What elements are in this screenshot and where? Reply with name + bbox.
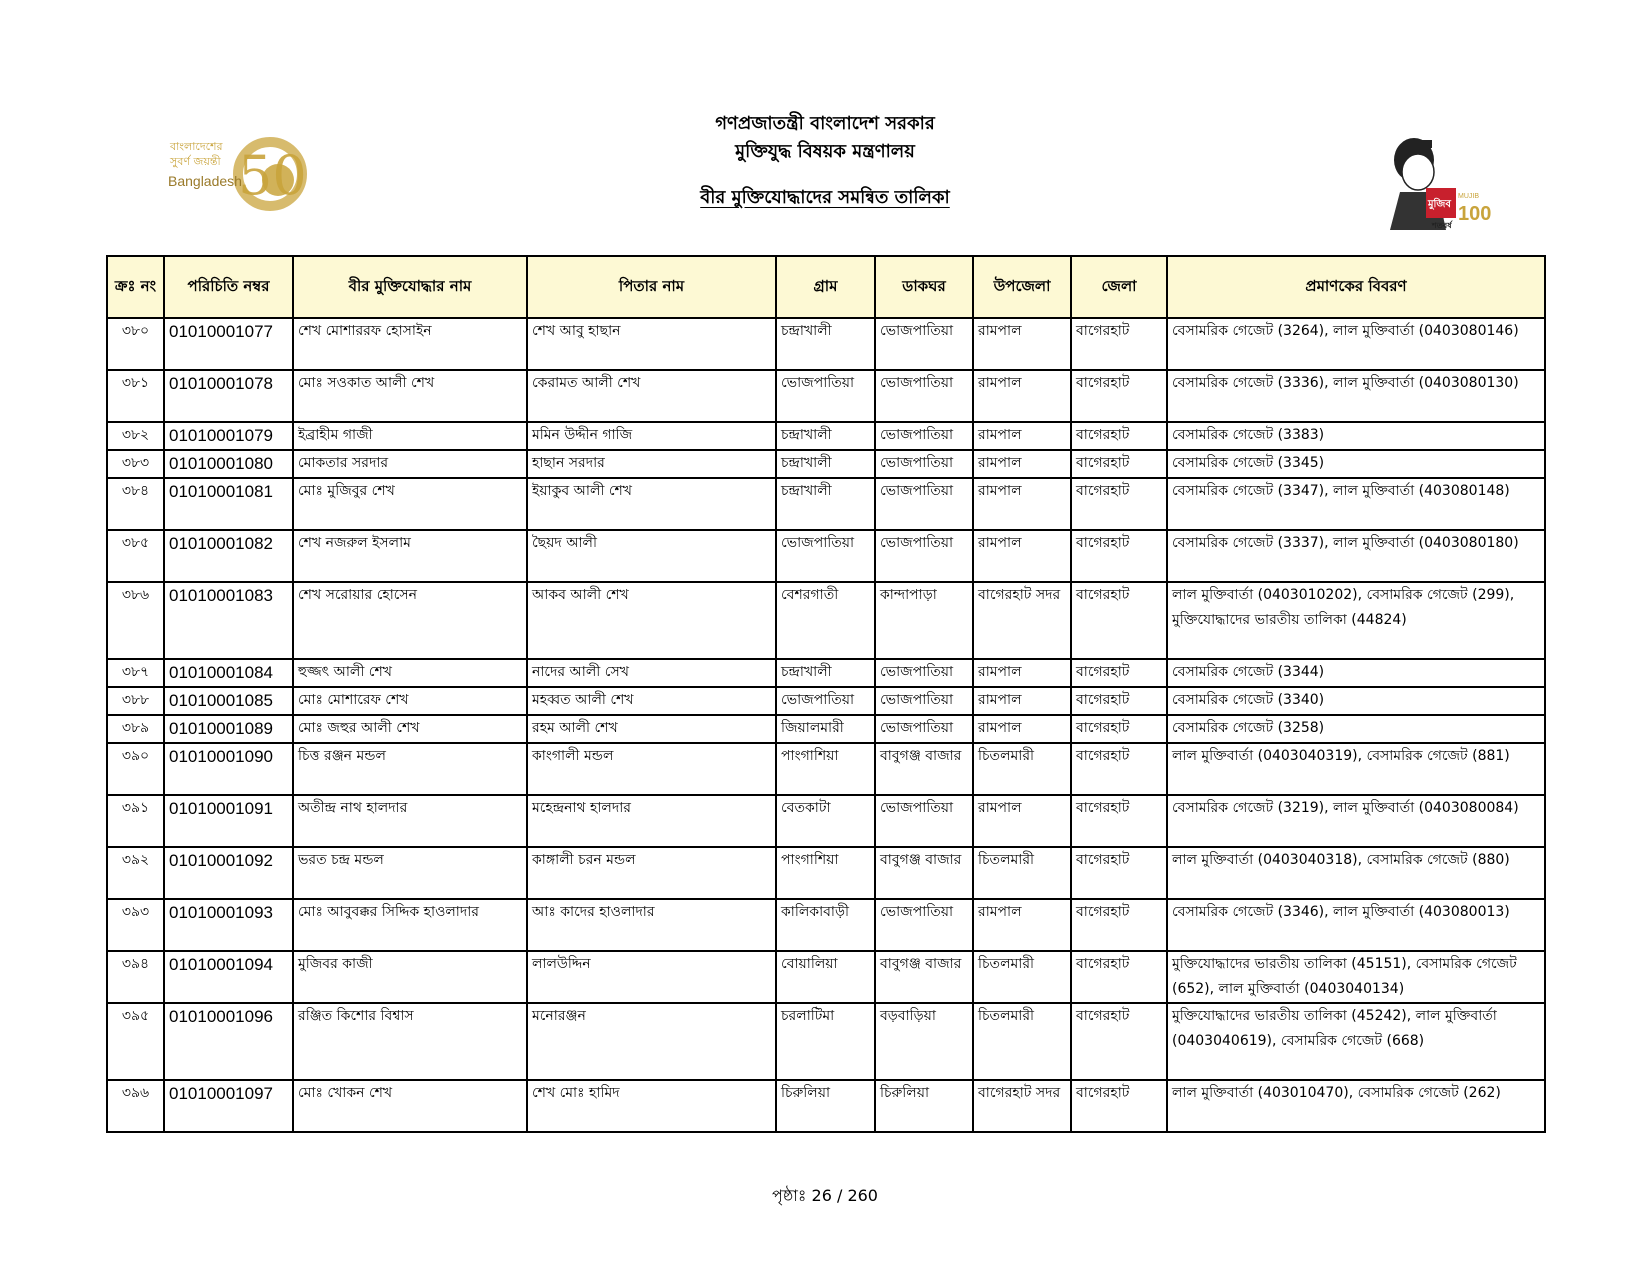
cell-district: বাগেরহাট	[1071, 318, 1167, 370]
cell-post: বড়বাড়িয়া	[875, 1003, 973, 1080]
cell-post: বাবুগঞ্জ বাজার	[875, 743, 973, 795]
cell-district: বাগেরহাট	[1071, 1080, 1167, 1132]
cell-id: 01010001089	[164, 715, 293, 743]
cell-serial: ৩৮৯	[107, 715, 164, 743]
cell-proof: বেসামরিক গেজেট (3336), লাল মুক্তিবার্তা (0403080130)	[1167, 370, 1545, 422]
cell-proof: লাল মুক্তিবার্তা (0403040319), বেসামরিক গেজেট (881)	[1167, 743, 1545, 795]
cell-name: রঞ্জিত কিশোর বিশ্বাস	[293, 1003, 527, 1080]
cell-post: ভোজপাতিয়া	[875, 795, 973, 847]
table-row	[107, 687, 1545, 715]
cell-id: 01010001090	[164, 743, 293, 795]
logo-shatabarsho: শতবর্ষ	[1432, 221, 1452, 230]
cell-post: কান্দাপাড়া	[875, 582, 973, 659]
cell-name: চিত্ত রঞ্জন মন্ডল	[293, 743, 527, 795]
freedom-fighters-table	[106, 255, 1546, 1133]
cell-father: রহম আলী শেখ	[527, 715, 776, 743]
table-row	[107, 422, 1545, 450]
cell-id: 01010001085	[164, 687, 293, 715]
cell-serial: ৩৮৫	[107, 530, 164, 582]
cell-post: ভোজপাতিয়া	[875, 899, 973, 951]
cell-upazila: বাগেরহাট সদর	[973, 582, 1071, 659]
cell-village: বেশরগাতী	[776, 582, 875, 659]
cell-upazila: বাগেরহাট সদর	[973, 1080, 1071, 1132]
cell-father: মনোরঞ্জন	[527, 1003, 776, 1080]
table-row	[107, 318, 1545, 370]
cell-serial: ৩৯১	[107, 795, 164, 847]
cell-upazila: রামপাল	[973, 687, 1071, 715]
cell-proof: লাল মুক্তিবার্তা (403010470), বেসামরিক গেজেট (262)	[1167, 1080, 1545, 1132]
cell-id: 01010001080	[164, 450, 293, 478]
logo-bangladesh-text: Bangladesh	[168, 173, 242, 189]
cell-village: কালিকাবাড়ী	[776, 899, 875, 951]
cell-name: মোঃ জহুর আলী শেখ	[293, 715, 527, 743]
cell-district: বাগেরহাট	[1071, 715, 1167, 743]
cell-id: 01010001082	[164, 530, 293, 582]
cell-district: বাগেরহাট	[1071, 687, 1167, 715]
cell-serial: ৩৮৮	[107, 687, 164, 715]
cell-father: কাঙ্গালী চরন মন্ডল	[527, 847, 776, 899]
cell-village: ভোজপাতিয়া	[776, 370, 875, 422]
col-header-father: পিতার নাম	[527, 256, 776, 318]
cell-id: 01010001079	[164, 422, 293, 450]
cell-upazila: রামপাল	[973, 659, 1071, 687]
cell-father: আকব আলী শেখ	[527, 582, 776, 659]
cell-proof: বেসামরিক গেজেট (3346), লাল মুক্তিবার্তা (403080013)	[1167, 899, 1545, 951]
cell-proof: বেসামরিক গেজেট (3383)	[1167, 422, 1545, 450]
cell-upazila: রামপাল	[973, 715, 1071, 743]
cell-proof: বেসামরিক গেজেট (3258)	[1167, 715, 1545, 743]
table-row	[107, 370, 1545, 422]
cell-district: বাগেরহাট	[1071, 659, 1167, 687]
cell-post: ভোজপাতিয়া	[875, 422, 973, 450]
cell-serial: ৩৯৩	[107, 899, 164, 951]
logo-100-number: 100	[1458, 203, 1492, 225]
table-row	[107, 659, 1545, 687]
col-header-serial: ক্রঃ নং	[107, 256, 164, 318]
cell-village: ভোজপাতিয়া	[776, 530, 875, 582]
logo-bengali-line-1: বাংলাদেশের	[170, 140, 223, 153]
table-row	[107, 478, 1545, 530]
cell-village: পাংগাশিয়া	[776, 743, 875, 795]
cell-post: ভোজপাতিয়া	[875, 530, 973, 582]
cell-upazila: চিতলমারী	[973, 743, 1071, 795]
logo-50-number: 50	[238, 144, 307, 207]
cell-id: 01010001081	[164, 478, 293, 530]
cell-id: 01010001078	[164, 370, 293, 422]
cell-id: 01010001091	[164, 795, 293, 847]
cell-proof: বেসামরিক গেজেট (3340)	[1167, 687, 1545, 715]
cell-village: বোয়ালিয়া	[776, 951, 875, 1003]
cell-serial: ৩৯৪	[107, 951, 164, 1003]
table-row	[107, 582, 1545, 659]
cell-serial: ৩৮২	[107, 422, 164, 450]
logo-mujib-bengali: মুজিব	[1428, 199, 1451, 210]
cell-serial: ৩৮৩	[107, 450, 164, 478]
cell-father: মহব্বত আলী শেখ	[527, 687, 776, 715]
cell-village: চন্দ্রাখালী	[776, 318, 875, 370]
cell-district: বাগেরহাট	[1071, 450, 1167, 478]
cell-serial: ৩৮৭	[107, 659, 164, 687]
cell-upazila: রামপাল	[973, 795, 1071, 847]
table-row	[107, 743, 1545, 795]
cell-name: শেখ সরোয়ার হোসেন	[293, 582, 527, 659]
cell-father: কেরামত আলী শেখ	[527, 370, 776, 422]
cell-name: মুজিবর কাজী	[293, 951, 527, 1003]
cell-district: বাগেরহাট	[1071, 743, 1167, 795]
cell-district: বাগেরহাট	[1071, 1003, 1167, 1080]
cell-id: 01010001083	[164, 582, 293, 659]
cell-father: ছৈয়দ আলী	[527, 530, 776, 582]
cell-name: শেখ নজরুল ইসলাম	[293, 530, 527, 582]
col-header-village: গ্রাম	[776, 256, 875, 318]
cell-serial: ৩৮৬	[107, 582, 164, 659]
cell-upazila: চিতলমারী	[973, 951, 1071, 1003]
cell-name: মোকতার সরদার	[293, 450, 527, 478]
table-body	[107, 318, 1545, 1132]
cell-father: লালউদ্দিন	[527, 951, 776, 1003]
logo-mujib-english: MUJIB	[1458, 193, 1479, 200]
cell-village: চন্দ্রাখালী	[776, 450, 875, 478]
cell-district: বাগেরহাট	[1071, 422, 1167, 450]
cell-serial: ৩৯৬	[107, 1080, 164, 1132]
cell-upazila: রামপাল	[973, 530, 1071, 582]
cell-id: 01010001097	[164, 1080, 293, 1132]
cell-father: শেখ মোঃ হামিদ	[527, 1080, 776, 1132]
cell-post: ভোজপাতিয়া	[875, 450, 973, 478]
list-title: বীর মুক্তিযোদ্ধাদের সমন্বিত তালিকা	[700, 187, 950, 208]
cell-district: বাগেরহাট	[1071, 370, 1167, 422]
cell-village: জিয়ালমারী	[776, 715, 875, 743]
cell-district: বাগেরহাট	[1071, 795, 1167, 847]
cell-proof: মুক্তিযোদ্ধাদের ভারতীয় তালিকা (45151), বেসামরিক গেজেট (652), লাল মুক্তিবার্তা (0403040134)	[1167, 951, 1545, 1003]
cell-name: হুজ্জৎ আলী শেখ	[293, 659, 527, 687]
cell-proof: বেসামরিক গেজেট (3347), লাল মুক্তিবার্তা (403080148)	[1167, 478, 1545, 530]
cell-post: চিরুলিয়া	[875, 1080, 973, 1132]
cell-post: ভোজপাতিয়া	[875, 370, 973, 422]
cell-name: শেখ মোশাররফ হোসাইন	[293, 318, 527, 370]
col-header-id: পরিচিতি নম্বর	[164, 256, 293, 318]
cell-father: কাংগালী মন্ডল	[527, 743, 776, 795]
table-row	[107, 450, 1545, 478]
cell-village: চন্দ্রাখালী	[776, 422, 875, 450]
freedom-fighters-table-wrap	[106, 255, 1544, 1133]
government-title: গণপ্রজাতন্ত্রী বাংলাদেশ সরকার	[715, 113, 935, 134]
table-row	[107, 951, 1545, 1003]
cell-father: আঃ কাদের হাওলাদার	[527, 899, 776, 951]
document-header	[0, 110, 1650, 212]
cell-id: 01010001093	[164, 899, 293, 951]
cell-name: অতীন্দ্র নাথ হালদার	[293, 795, 527, 847]
cell-name: ইব্রাহীম গাজী	[293, 422, 527, 450]
cell-proof: লাল মুক্তিবার্তা (0403040318), বেসামরিক গেজেট (880)	[1167, 847, 1545, 899]
cell-proof: বেসামরিক গেজেট (3219), লাল মুক্তিবার্তা (0403080084)	[1167, 795, 1545, 847]
table-row	[107, 795, 1545, 847]
cell-proof: মুক্তিযোদ্ধাদের ভারতীয় তালিকা (45242), লাল মুক্তিবার্তা (0403040619), বেসামরিক গেজেট (668)	[1167, 1003, 1545, 1080]
cell-id: 01010001094	[164, 951, 293, 1003]
cell-proof: বেসামরিক গেজেট (3345)	[1167, 450, 1545, 478]
cell-district: বাগেরহাট	[1071, 847, 1167, 899]
cell-village: চরলাটিমা	[776, 1003, 875, 1080]
table-row	[107, 530, 1545, 582]
cell-post: বাবুগঞ্জ বাজার	[875, 951, 973, 1003]
cell-serial: ৩৯২	[107, 847, 164, 899]
cell-upazila: রামপাল	[973, 450, 1071, 478]
cell-serial: ৩৮০	[107, 318, 164, 370]
table-row	[107, 847, 1545, 899]
cell-name: ভরত চন্দ্র মন্ডল	[293, 847, 527, 899]
cell-village: চিরুলিয়া	[776, 1080, 875, 1132]
cell-district: বাগেরহাট	[1071, 478, 1167, 530]
cell-upazila: রামপাল	[973, 899, 1071, 951]
cell-post: ভোজপাতিয়া	[875, 715, 973, 743]
cell-upazila: রামপাল	[973, 422, 1071, 450]
cell-father: হাছান সরদার	[527, 450, 776, 478]
cell-village: চন্দ্রাখালী	[776, 659, 875, 687]
cell-district: বাগেরহাট	[1071, 582, 1167, 659]
table-row	[107, 899, 1545, 951]
table-row	[107, 1003, 1545, 1080]
cell-serial: ৩৯৫	[107, 1003, 164, 1080]
table-row	[107, 715, 1545, 743]
cell-upazila: চিতলমারী	[973, 847, 1071, 899]
cell-father: নাদের আলী সেখ	[527, 659, 776, 687]
cell-serial: ৩৯০	[107, 743, 164, 795]
cell-post: বাবুগঞ্জ বাজার	[875, 847, 973, 899]
cell-father: শেখ আবু হাছান	[527, 318, 776, 370]
cell-id: 01010001084	[164, 659, 293, 687]
cell-post: ভোজপাতিয়া	[875, 478, 973, 530]
col-header-post: ডাকঘর	[875, 256, 973, 318]
cell-id: 01010001077	[164, 318, 293, 370]
cell-upazila: চিতলমারী	[973, 1003, 1071, 1080]
cell-id: 01010001092	[164, 847, 293, 899]
cell-proof: লাল মুক্তিবার্তা (0403010202), বেসামরিক গেজেট (299), মুক্তিযোদ্ধাদের ভারতীয় তালিকা (44824)	[1167, 582, 1545, 659]
cell-post: ভোজপাতিয়া	[875, 659, 973, 687]
cell-proof: বেসামরিক গেজেট (3344)	[1167, 659, 1545, 687]
cell-village: বেতকাটা	[776, 795, 875, 847]
cell-post: ভোজপাতিয়া	[875, 687, 973, 715]
cell-village: চন্দ্রাখালী	[776, 478, 875, 530]
cell-upazila: রামপাল	[973, 478, 1071, 530]
cell-post: ভোজপাতিয়া	[875, 318, 973, 370]
table-row	[107, 1080, 1545, 1132]
cell-proof: বেসামরিক গেজেট (3264), লাল মুক্তিবার্তা (0403080146)	[1167, 318, 1545, 370]
ministry-title: মুক্তিযুদ্ধ বিষয়ক মন্ত্রণালয়	[735, 141, 915, 162]
cell-name: মোঃ খোকন শেখ	[293, 1080, 527, 1132]
cell-district: বাগেরহাট	[1071, 951, 1167, 1003]
cell-district: বাগেরহাট	[1071, 899, 1167, 951]
cell-village: পাংগাশিয়া	[776, 847, 875, 899]
cell-id: 01010001096	[164, 1003, 293, 1080]
col-header-upazila: উপজেলা	[973, 256, 1071, 318]
cell-name: মোঃ মুজিবুর শেখ	[293, 478, 527, 530]
cell-upazila: রামপাল	[973, 318, 1071, 370]
cell-father: মমিন উদ্দীন গাজি	[527, 422, 776, 450]
cell-father: মহেন্দ্রনাথ হালদার	[527, 795, 776, 847]
table-header-row	[107, 256, 1545, 318]
cell-name: মোঃ মোশারেফ শেখ	[293, 687, 527, 715]
cell-upazila: রামপাল	[973, 370, 1071, 422]
col-header-district: জেলা	[1071, 256, 1167, 318]
cell-name: মোঃ সওকাত আলী শেখ	[293, 370, 527, 422]
cell-proof: বেসামরিক গেজেট (3337), লাল মুক্তিবার্তা (0403080180)	[1167, 530, 1545, 582]
cell-serial: ৩৮১	[107, 370, 164, 422]
cell-district: বাগেরহাট	[1071, 530, 1167, 582]
cell-serial: ৩৮৪	[107, 478, 164, 530]
cell-village: ভোজপাতিয়া	[776, 687, 875, 715]
page-number: পৃষ্ঠাঃ 26 / 260	[771, 1186, 878, 1205]
cell-father: ইয়াকুব আলী শেখ	[527, 478, 776, 530]
logo-bengali-line-2: সুবর্ণ জয়ন্তী	[170, 155, 221, 168]
col-header-proof: প্রমাণকের বিবরণ	[1167, 256, 1545, 318]
cell-name: মোঃ আবুবক্কর সিদ্দিক হাওলাদার	[293, 899, 527, 951]
col-header-name: বীর মুক্তিযোদ্ধার নাম	[293, 256, 527, 318]
